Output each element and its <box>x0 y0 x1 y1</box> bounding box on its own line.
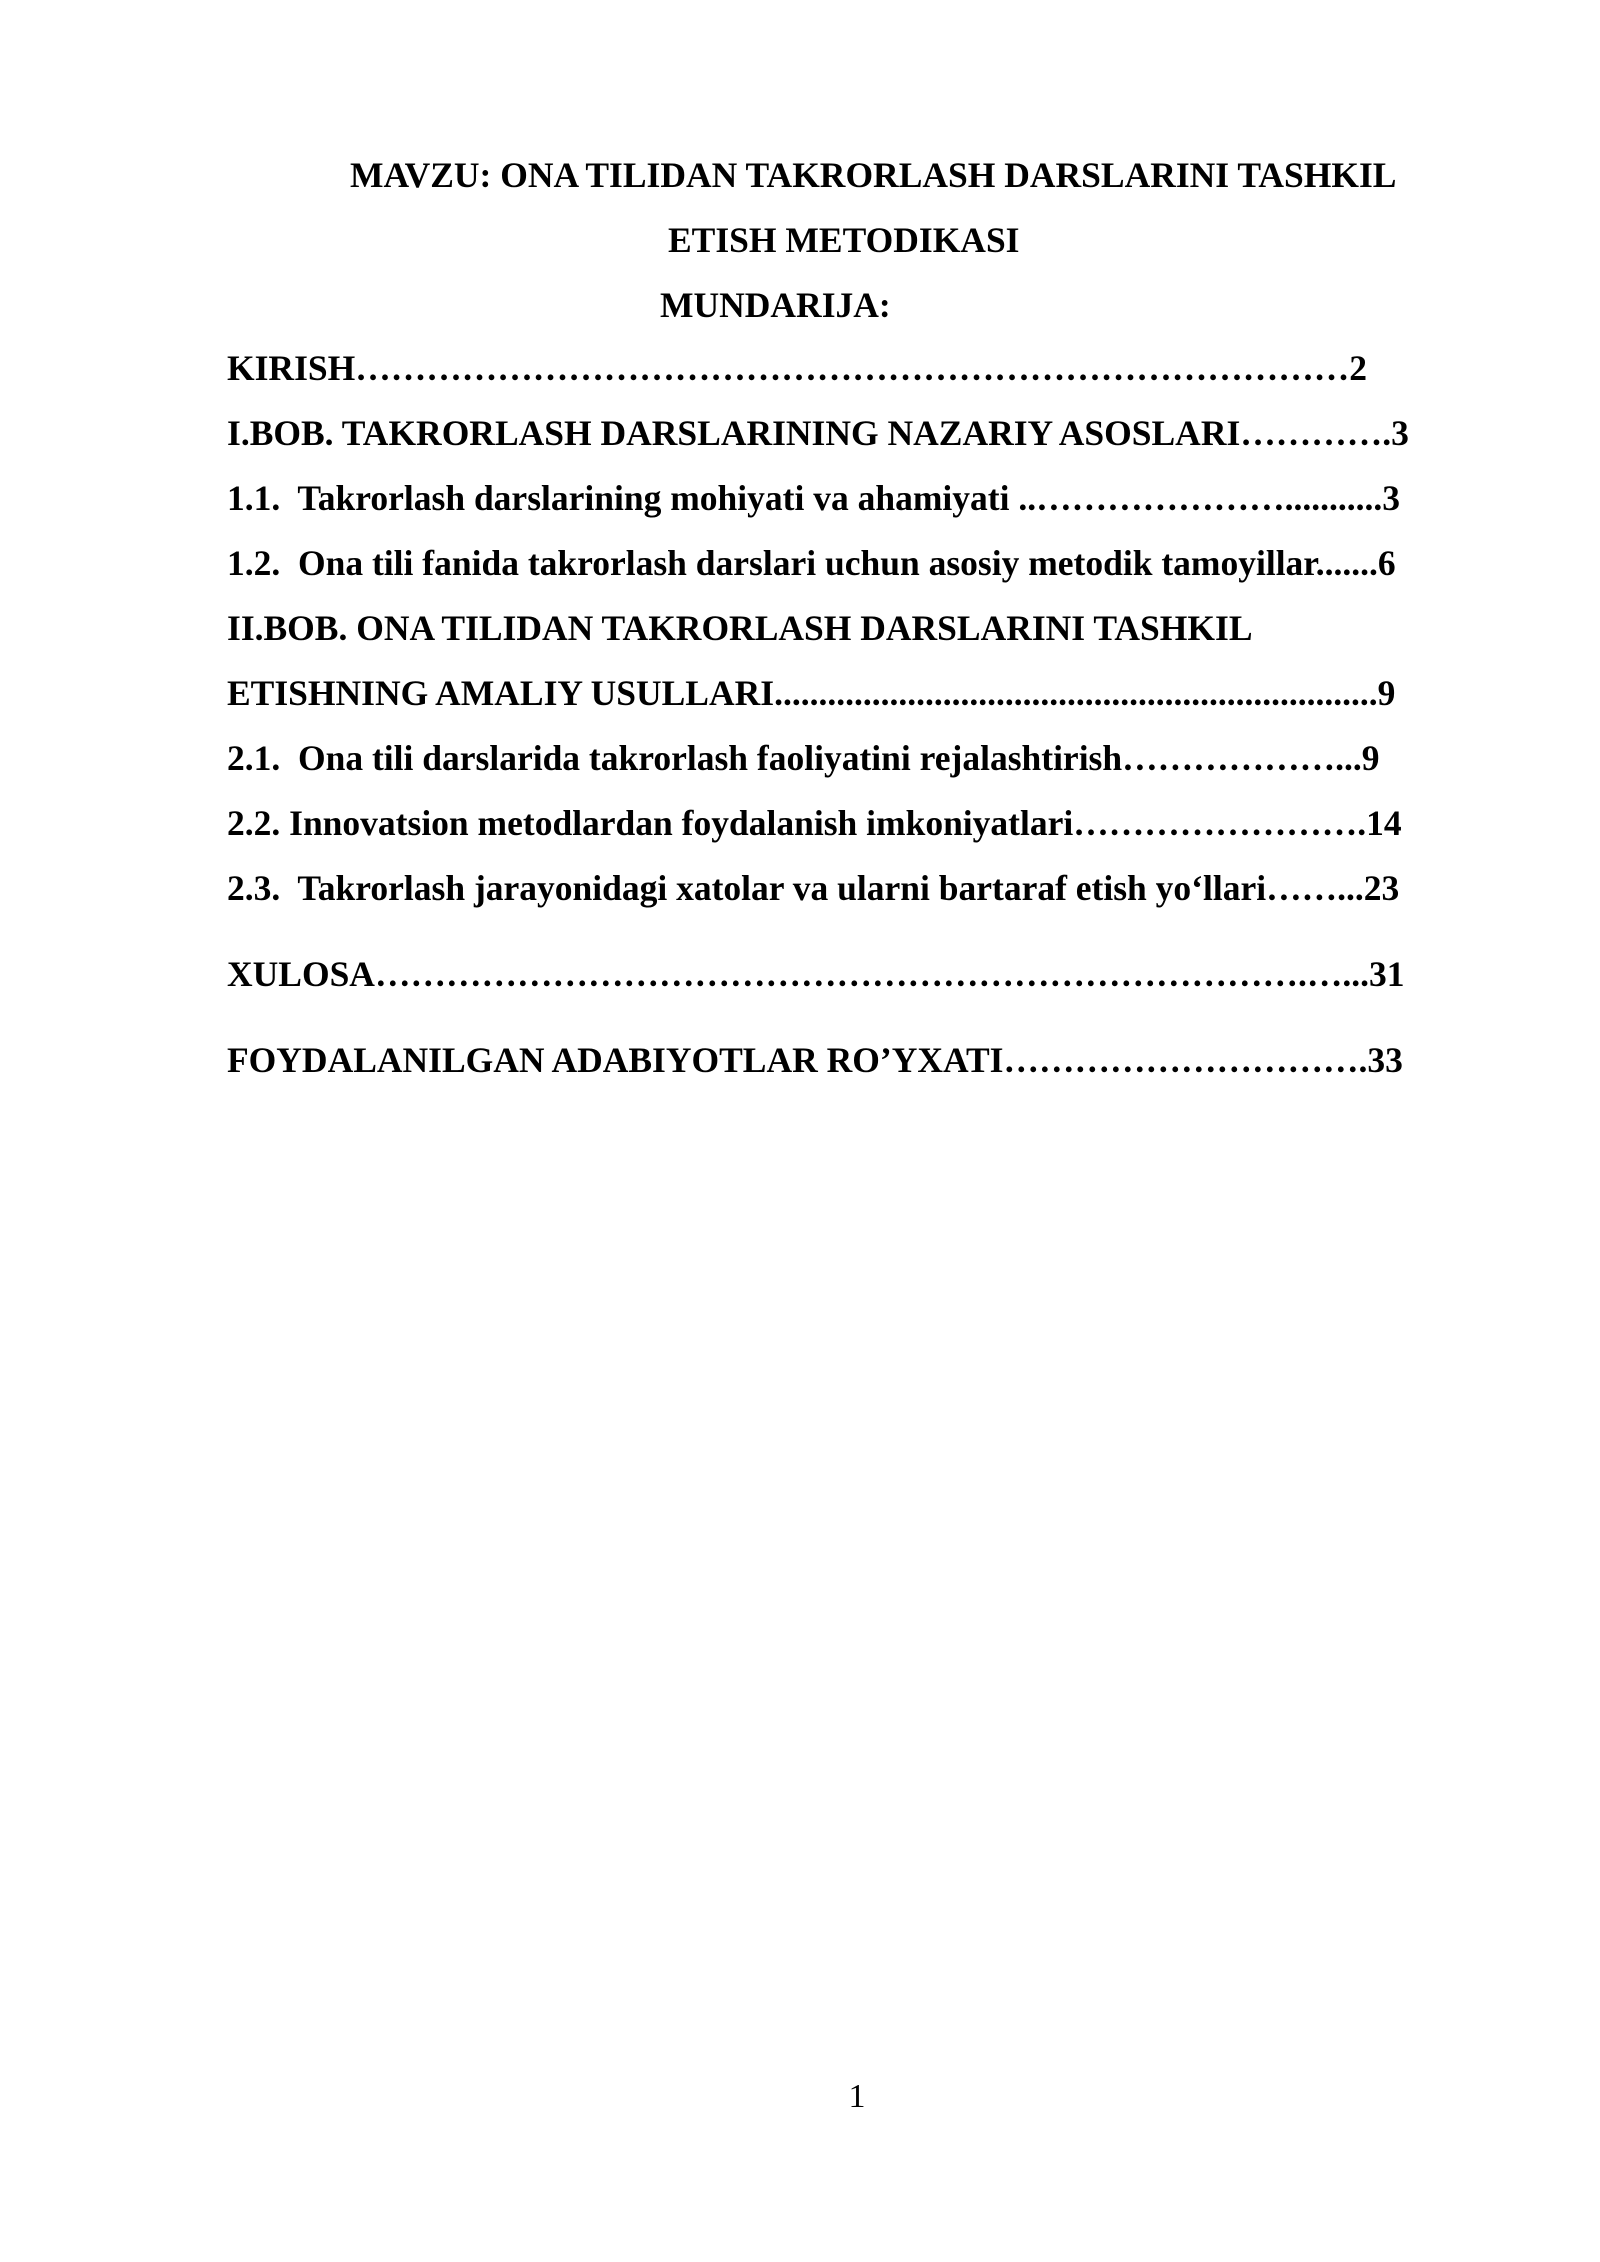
toc-entry-chapter-2-line-1: II.BOB. ONA TILIDAN TAKRORLASH DARSLARINI TASHKIL <box>227 608 1253 648</box>
toc-entry-2-2: 2.2. Innovatsion metodlardan foydalanish imkoniyatlari…………………….14 <box>227 803 1402 843</box>
toc-entry-xulosa: XULOSA…………………………………………………………………….…...31 <box>227 954 1405 994</box>
toc-entry-chapter-1: I.BOB. TAKRORLASH DARSLARINING NAZARIY ASOSLARI………….3 <box>227 413 1409 453</box>
page-number: 1 <box>848 2078 866 2115</box>
toc-entry-1-1: 1.1. Takrorlash darslarining mohiyati va ahamiyati ..…………………...........3 <box>227 478 1400 518</box>
title-line-2: ETISH METODIKASI <box>668 220 1020 260</box>
toc-entry-2-3: 2.3. Takrorlash jarayonidagi xatolar va ularni bartaraf etish yo‘llari……...23 <box>227 868 1400 908</box>
title-line-1: MAVZU: ONA TILIDAN TAKRORLASH DARSLARINI TASHKIL <box>350 155 1397 195</box>
toc-entry-chapter-2-line-2: ETISHNING AMALIY USULLARI....................................................................9 <box>227 673 1396 713</box>
toc-entry-references: FOYDALANILGAN ADABIYOTLAR RO’YXATI………………………….33 <box>227 1040 1403 1080</box>
toc-heading: MUNDARIJA: <box>660 285 891 325</box>
toc-entry-kirish: KIRISH…………………………………………………………………………2 <box>227 348 1367 388</box>
toc-entry-1-2: 1.2. Ona tili fanida takrorlash darslari uchun asosiy metodik tamoyillar.......6 <box>227 543 1396 583</box>
toc-entry-2-1: 2.1. Ona tili darslarida takrorlash faoliyatini rejalashtirish………………...9 <box>227 738 1380 778</box>
